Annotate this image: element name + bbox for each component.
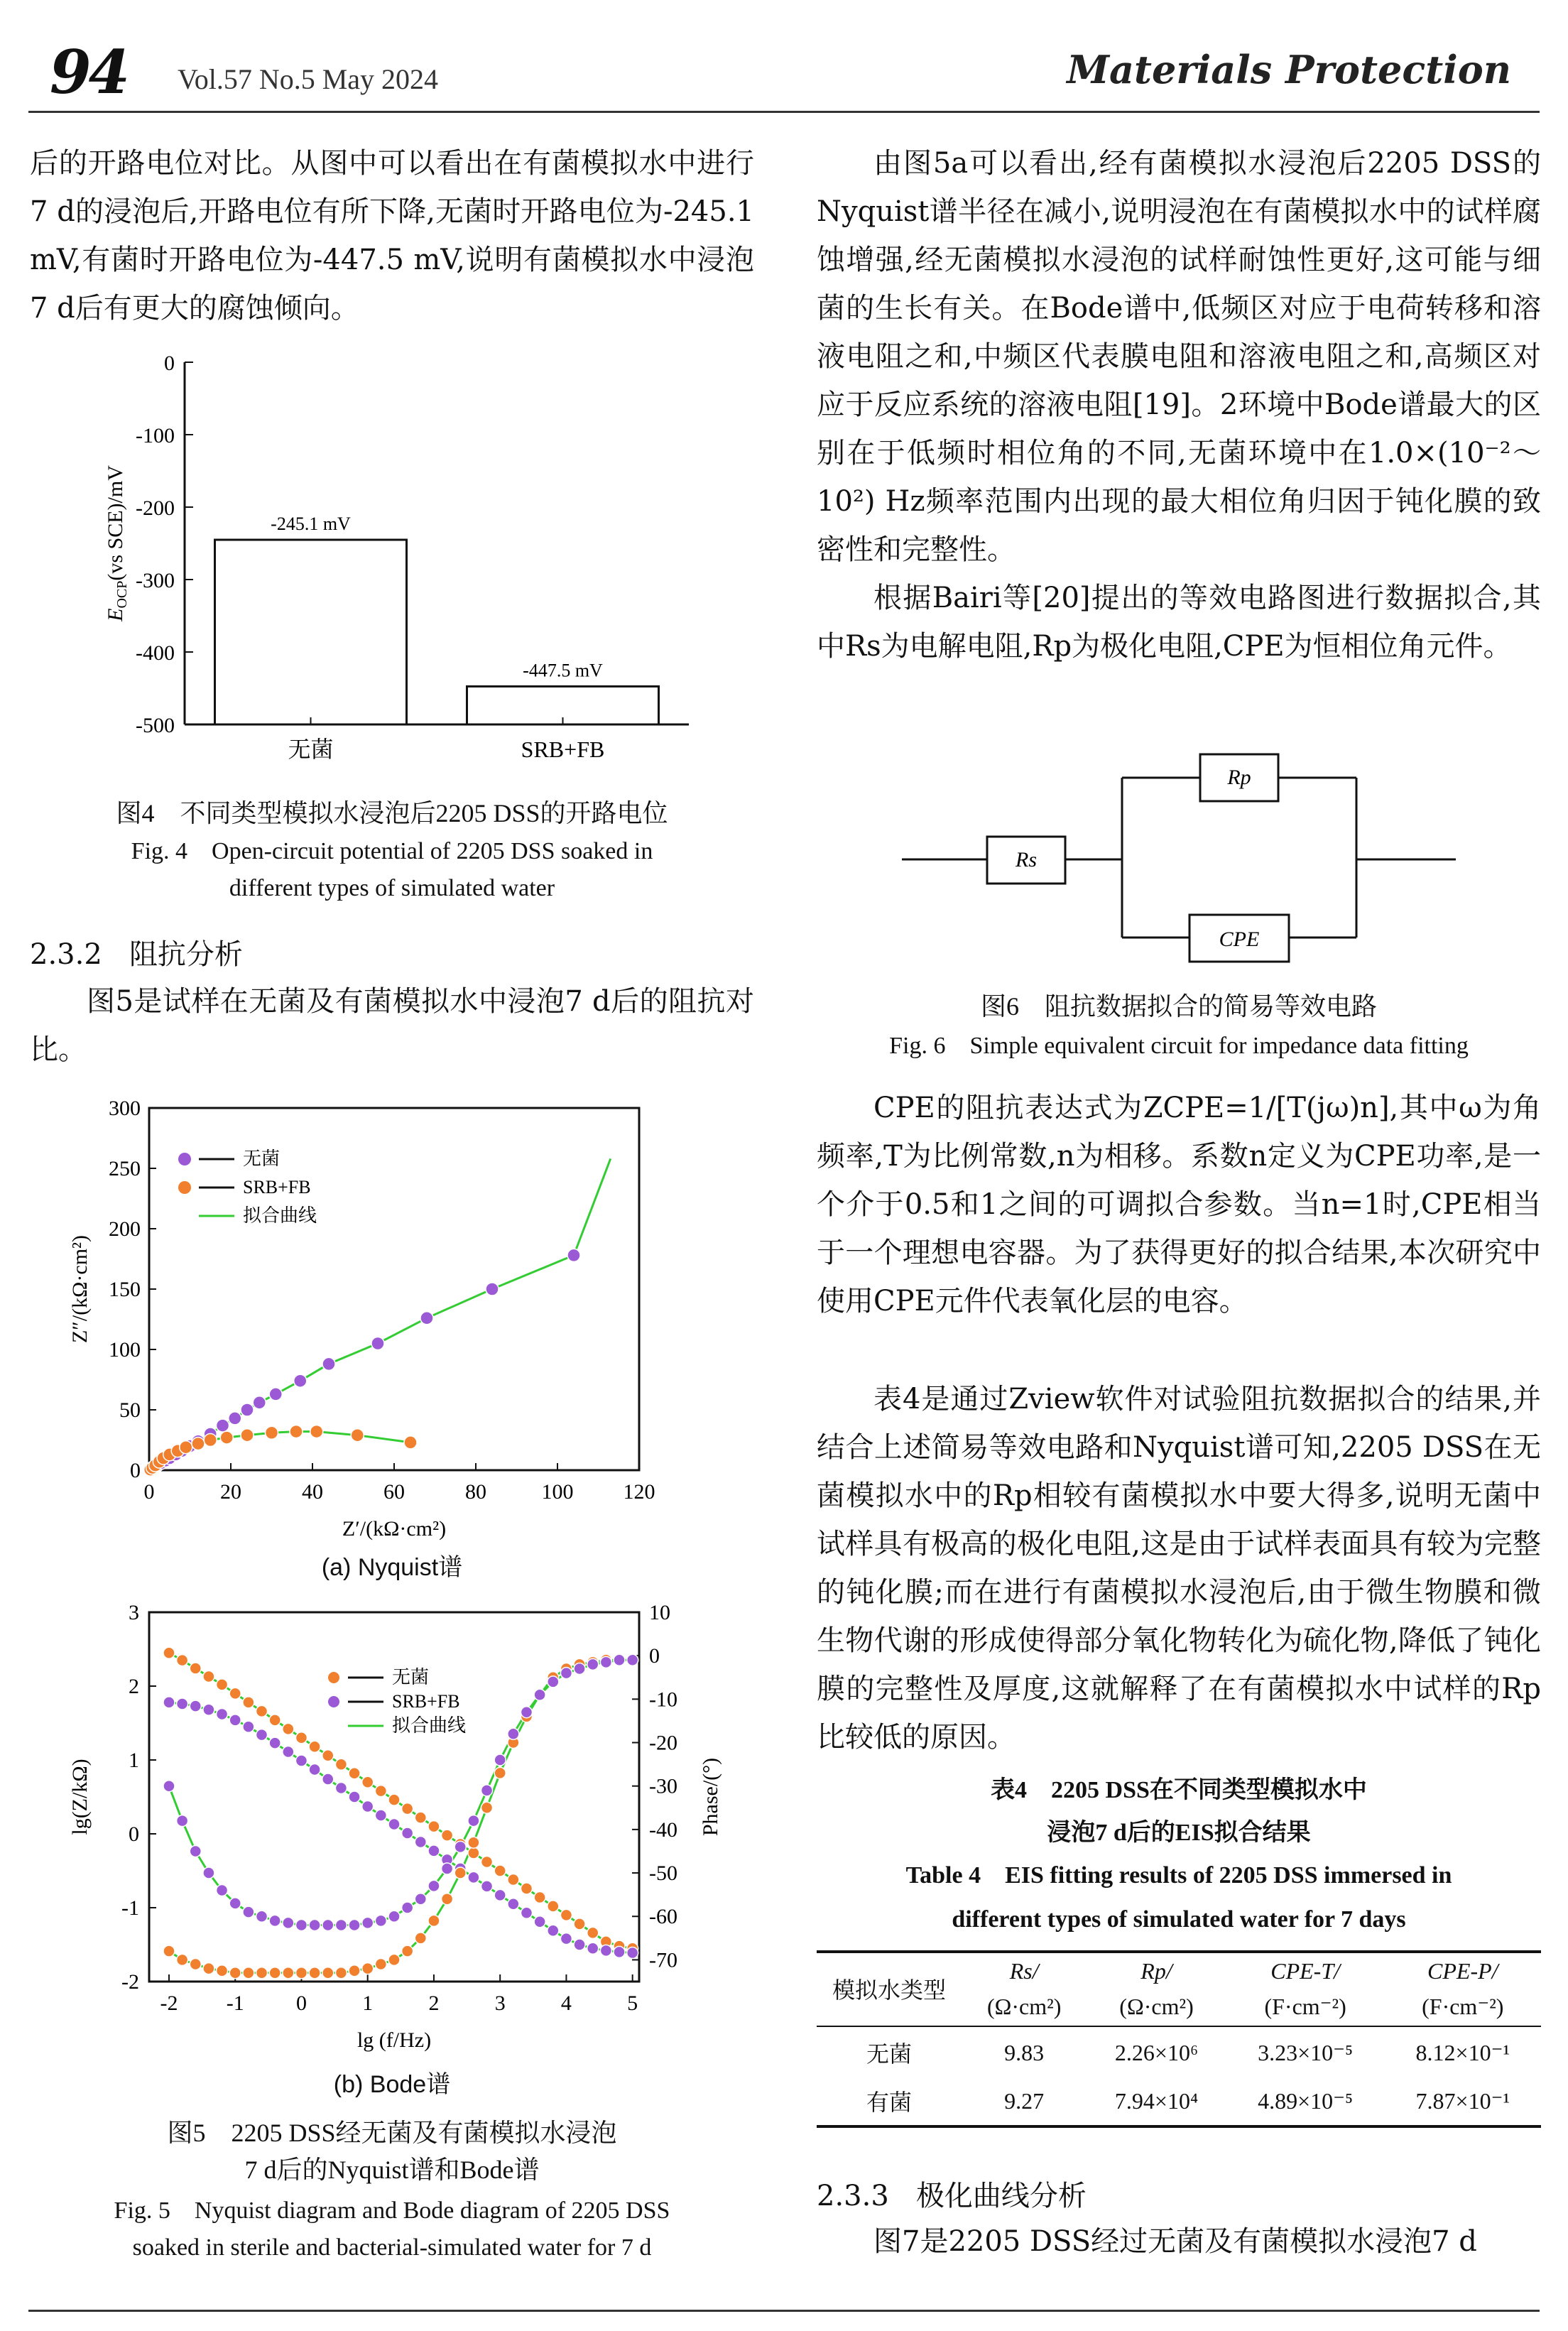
legend-label: 无菌 — [243, 1148, 281, 1169]
data-point — [468, 1847, 479, 1859]
page-number: 94 — [50, 37, 127, 107]
legend-label: 拟合曲线 — [392, 1715, 467, 1736]
data-point — [217, 1419, 229, 1432]
fig5a-sublabel: (a) Nyquist谱 — [321, 1554, 463, 1581]
table4-title-cn-1: 表4 2205 DSS在不同类型模拟水中 — [991, 1777, 1367, 1803]
data-point — [627, 1947, 638, 1958]
data-point — [375, 1786, 386, 1797]
data-point — [468, 1837, 479, 1848]
data-point — [428, 1821, 440, 1832]
table-unit-cell: (F·cm⁻²) — [1422, 1994, 1504, 2019]
data-point — [481, 1857, 493, 1868]
data-point — [253, 1396, 266, 1409]
table-unit-cell: (F·cm⁻²) — [1264, 1994, 1346, 2019]
y-tick-label: 0 — [130, 1459, 141, 1482]
data-point — [309, 1741, 320, 1752]
data-point — [362, 1963, 374, 1974]
data-point — [415, 1933, 426, 1944]
y-tick-label: 0 — [129, 1822, 139, 1846]
data-point — [217, 1679, 228, 1690]
table4-title-en-2: different types of simulated water for 7 days — [952, 1906, 1406, 1933]
data-point — [229, 1715, 241, 1726]
table-cell: 2.26×10⁶ — [1114, 2039, 1199, 2065]
legend-label: SRB+FB — [392, 1691, 460, 1712]
data-point — [415, 1812, 426, 1823]
data-point — [295, 1967, 307, 1979]
x-tick-label: 20 — [220, 1480, 241, 1504]
data-point — [388, 1794, 400, 1805]
y-tick-label: -500 — [136, 714, 175, 737]
data-point — [295, 1755, 307, 1766]
data-point — [243, 1697, 254, 1708]
data-point — [335, 1967, 347, 1979]
fig5a-plot-area — [68, 1097, 655, 1541]
data-point — [600, 1945, 611, 1956]
x-tick-label: 无菌 — [288, 737, 334, 762]
fig4-caption-en-2: different types of simulated water — [229, 875, 555, 901]
legend-marker — [328, 1672, 339, 1683]
y2-tick-label: -30 — [649, 1774, 677, 1798]
data-point — [614, 1654, 625, 1666]
data-point — [349, 1919, 360, 1930]
table-header-cell: Rs/ — [1009, 1957, 1039, 1984]
data-point — [428, 1845, 440, 1857]
table-cell: 9.27 — [1004, 2087, 1045, 2114]
data-point — [349, 1791, 360, 1803]
data-point — [229, 1898, 241, 1909]
fig6-caption-en: Fig. 6 Simple equivalent circuit for impedance data fitting — [889, 1033, 1469, 1059]
data-point — [534, 1891, 545, 1903]
data-point — [269, 1967, 281, 1979]
fig5b-sublabel: (b) Bode谱 — [333, 2071, 451, 2098]
y-axis-label: lg(Z/kΩ) — [68, 1759, 92, 1835]
data-point — [420, 1312, 433, 1325]
y2-tick-label: -20 — [649, 1731, 677, 1755]
data-point — [177, 1954, 188, 1965]
data-point — [322, 1357, 335, 1370]
y-tick-label: 200 — [109, 1217, 141, 1241]
journal-title: Materials Protection — [1067, 47, 1511, 92]
x-tick-label: -2 — [160, 1992, 178, 2015]
data-point — [349, 1965, 360, 1977]
data-point — [587, 1927, 599, 1938]
data-point — [192, 1438, 205, 1450]
y-tick-label: -300 — [136, 569, 175, 592]
header-rule — [28, 111, 1540, 113]
fig5-caption-cn-2: 7 d后的Nyquist谱和Bode谱 — [244, 2156, 540, 2184]
x-tick-label: -1 — [226, 1992, 244, 2015]
data-point — [269, 1915, 281, 1926]
data-point — [203, 1670, 214, 1682]
x-tick-label: 1 — [362, 1992, 374, 2015]
data-point — [560, 1909, 572, 1920]
data-point — [468, 1815, 479, 1827]
data-point — [508, 1898, 519, 1910]
x-tick-label: 60 — [383, 1480, 405, 1504]
data-point — [322, 1773, 334, 1785]
table-unit-cell: (Ω·cm²) — [986, 1993, 1062, 2019]
right-paragraph-1: 由图5a可以看出,经有菌模拟水浸泡后2205 DSS的Nyquist谱半径在减小,说明浸泡在有菌模拟水中的试样腐蚀增强,经无菌模拟水浸泡的试样耐蚀性更好,这可能与细菌的生长有关。在Bode谱中,低频区对应于电荷转移和溶液电阻之和,中频区代表膜电阻和溶液电阻之和,高频区对应于反应系统的溶液电阻[19]。2环境中Bode谱最大的区别在于低频时相位角的不同,无菌环境中在1.0×(10⁻²～10²) Hz频率范围内出现的最大相位角归因于钝化膜的致密性和完整性。 — [817, 147, 1541, 566]
table4-title-cn-2: 浸泡7 d后的EIS拟合结果 — [1047, 1820, 1311, 1846]
data-point — [241, 1429, 254, 1442]
data-point — [256, 1967, 268, 1979]
table-cell: 8.12×10⁻¹ — [1415, 2040, 1510, 2065]
y2-tick-label: -40 — [649, 1817, 677, 1842]
data-point — [309, 1967, 320, 1979]
data-point — [229, 1967, 241, 1979]
rp-label: Rp — [1227, 766, 1251, 789]
data-point — [283, 1746, 294, 1758]
data-point — [217, 1709, 228, 1720]
data-point — [402, 1945, 413, 1957]
table-bottom-rule — [817, 2125, 1541, 2128]
data-point — [229, 1412, 241, 1425]
data-point — [283, 1967, 294, 1979]
table-cell: 7.94×10⁴ — [1114, 2087, 1199, 2114]
y-tick-label: -1 — [121, 1896, 139, 1920]
data-point — [534, 1689, 545, 1700]
legend-label: 拟合曲线 — [243, 1205, 317, 1226]
data-point — [442, 1893, 453, 1905]
data-point — [402, 1827, 413, 1839]
data-point — [309, 1764, 320, 1776]
data-point — [217, 1885, 228, 1896]
data-point — [494, 1767, 506, 1778]
fig5b-bode-chart — [57, 1598, 739, 2067]
data-point — [243, 1721, 254, 1732]
data-point — [190, 1959, 201, 1970]
data-label: -447.5 mV — [523, 660, 603, 681]
data-point — [375, 1810, 386, 1821]
data-point — [508, 1728, 519, 1739]
data-point — [548, 1676, 559, 1688]
data-point — [494, 1865, 506, 1876]
y-axis-label: $E_{OCP}(vs$ SCE)/mV — [104, 465, 130, 621]
y-tick-label: 100 — [109, 1338, 141, 1362]
data-point — [203, 1867, 214, 1879]
data-point — [548, 1925, 559, 1936]
y-tick-label: -200 — [136, 496, 175, 520]
data-point — [375, 1959, 386, 1970]
data-point — [481, 1785, 493, 1796]
x-tick-label: 5 — [627, 1992, 638, 2015]
data-point — [574, 1939, 585, 1950]
data-point — [269, 1737, 281, 1749]
data-point — [229, 1688, 241, 1699]
data-point — [534, 1916, 545, 1928]
data-point — [322, 1967, 334, 1979]
y2-tick-label: -10 — [649, 1688, 677, 1712]
data-point — [371, 1337, 384, 1350]
data-point — [335, 1783, 347, 1794]
data-point — [486, 1283, 499, 1295]
data-point — [388, 1954, 400, 1965]
data-point — [614, 1946, 625, 1957]
fig5-caption-cn-1: 图5 2205 DSS经无菌及有菌模拟水浸泡 — [167, 2119, 617, 2147]
data-point — [508, 1874, 519, 1885]
y-tick-label: 50 — [119, 1398, 141, 1422]
fig5b-plot-area — [68, 1601, 722, 2052]
data-point — [388, 1911, 400, 1922]
table-header-cell: CPE-T/ — [1270, 1957, 1341, 1984]
data-point — [177, 1655, 188, 1666]
data-point — [388, 1818, 400, 1830]
data-point — [415, 1893, 426, 1905]
x-tick-label: 2 — [428, 1992, 440, 2015]
y2-axis-label: Phase/(°) — [699, 1757, 722, 1837]
section-2-3-2-heading — [30, 932, 243, 972]
data-point — [295, 1732, 307, 1744]
data-point — [310, 1425, 323, 1438]
y2-tick-label: -70 — [649, 1948, 677, 1972]
data-point — [335, 1759, 347, 1770]
section-2-3-3-paragraph: 图7是2205 DSS经过无菌及有菌模拟水浸泡7 d — [873, 2225, 1477, 2258]
table-unit-cell: (Ω·cm²) — [1119, 1993, 1194, 2019]
x-tick-label: 0 — [143, 1480, 155, 1504]
table-cell: 无菌 — [866, 2041, 912, 2067]
data-point — [404, 1436, 417, 1449]
fig4-caption-en-1: Fig. 4 Open-circuit potential of 2205 DSS soaked in — [131, 838, 653, 864]
fig5-caption-en-1: Fig. 5 Nyquist diagram and Bode diagram of 2205 DSS — [114, 2197, 670, 2224]
data-point — [220, 1431, 233, 1444]
x-tick-label: 40 — [302, 1480, 323, 1504]
data-point — [454, 1867, 466, 1879]
legend-marker — [178, 1153, 191, 1166]
data-point — [351, 1429, 364, 1442]
data-point — [521, 1707, 532, 1718]
data-point — [574, 1918, 585, 1930]
data-point — [481, 1802, 493, 1813]
x-axis-label: Z′/(kΩ·cm²) — [342, 1517, 447, 1541]
table-header-cell: CPE-P/ — [1427, 1957, 1498, 1984]
fig4-plot-area — [104, 352, 689, 762]
table-row — [817, 2077, 1541, 2125]
data-point — [567, 1249, 580, 1261]
x-tick-label: SRB+FB — [521, 737, 605, 762]
rs-label: Rs — [1016, 848, 1037, 871]
table-cell: 4.89×10⁻⁵ — [1258, 2088, 1354, 2114]
data-point — [295, 1919, 307, 1930]
right-paragraph-3: CPE的阻抗表达式为ZCPE=1/[T(jω)n],其中ω为角频率,T为比例常数,n为相移。系数n定义为CPE功率,是一个介于0.5和1之间的可调拟合参数。当n=1时,CPE相当于一个理想电容器。为了获得更好的拟合结果,本次研究中使用CPE元件代表氧化层的电容。 — [817, 1092, 1541, 1317]
footer-rule — [28, 2310, 1540, 2312]
data-point — [494, 1889, 506, 1901]
data-point — [309, 1919, 320, 1930]
journal-volume: Vol.57 No.5 May 2024 — [178, 63, 439, 95]
data-point — [600, 1656, 611, 1668]
table-row — [817, 2028, 1541, 2077]
y-tick-label: -100 — [136, 424, 175, 447]
y-tick-label: 3 — [129, 1601, 139, 1624]
y-tick-label: -2 — [121, 1970, 139, 1994]
data-point — [428, 1915, 440, 1926]
section-number: 2.3.3 — [817, 2180, 889, 2212]
y2-tick-label: 0 — [649, 1644, 660, 1668]
data-point — [521, 1907, 532, 1918]
y2-tick-label: 10 — [649, 1601, 670, 1624]
table4-grid — [817, 1953, 1541, 2125]
data-point — [217, 1965, 228, 1977]
y-tick-label: 250 — [109, 1157, 141, 1180]
data-point — [627, 1654, 638, 1666]
data-point — [322, 1919, 334, 1930]
legend-label: SRB+FB — [243, 1177, 311, 1197]
data-point — [402, 1803, 413, 1815]
x-tick-label: 0 — [295, 1992, 307, 2015]
data-label: -245.1 mV — [271, 514, 351, 535]
y-tick-label: 0 — [164, 352, 175, 375]
data-point — [494, 1754, 506, 1766]
data-point — [203, 1963, 214, 1974]
data-point — [190, 1845, 201, 1857]
data-point — [243, 1967, 254, 1979]
fig4-bar-chart — [43, 341, 753, 795]
data-point — [190, 1663, 201, 1674]
y-tick-label: 1 — [129, 1749, 139, 1772]
data-point — [560, 1933, 572, 1945]
data-point — [256, 1729, 268, 1741]
data-point — [322, 1750, 334, 1761]
data-point — [163, 1945, 175, 1957]
data-point — [362, 1776, 374, 1788]
data-point — [241, 1403, 254, 1416]
fig5-caption-en-2: soaked in sterile and bacterial-simulated water for 7 d — [132, 2234, 652, 2261]
data-point — [468, 1871, 479, 1883]
left-intro-paragraph: 后的开路电位对比。从图中可以看出在有菌模拟水中进行7 d的浸泡后,开路电位有所下降,无菌时开路电位为-245.1 mV,有菌时开路电位为-447.5 mV,说明有菌模拟水中浸泡7 d后有更大的腐蚀倾向。 — [30, 147, 754, 325]
data-point — [203, 1704, 214, 1715]
table-cell: 3.23×10⁻⁵ — [1258, 2040, 1354, 2065]
data-point — [402, 1902, 413, 1913]
data-point — [190, 1700, 201, 1712]
data-point — [163, 1697, 175, 1708]
data-point — [587, 1942, 599, 1954]
plot-frame — [149, 1108, 639, 1470]
right-paragraph-2: 根据Bairi等[20]提出的等效电路图进行数据拟合,其中Rs为电解电阻,Rp为极化电阻,CPE为恒相位角元件。 — [817, 582, 1541, 663]
y-tick-label: 300 — [109, 1097, 141, 1120]
section-2-3-3-heading — [817, 2173, 1087, 2214]
data-point — [294, 1374, 307, 1387]
data-point — [163, 1781, 175, 1792]
data-point — [349, 1768, 360, 1779]
data-point — [256, 1911, 268, 1922]
data-point — [243, 1906, 254, 1918]
data-point — [290, 1425, 303, 1438]
data-point — [283, 1917, 294, 1928]
legend-marker — [328, 1696, 339, 1707]
table-cell: 有菌 — [866, 2090, 912, 2115]
y-tick-label: 150 — [109, 1278, 141, 1301]
fig5a-nyquist-chart — [57, 1087, 717, 1584]
y-axis-label: Z″/(kΩ·cm²) — [68, 1234, 92, 1344]
x-tick-label: 100 — [541, 1480, 574, 1504]
data-point — [521, 1883, 532, 1894]
x-tick-label: 3 — [494, 1992, 506, 2015]
table4-title-en-1: Table 4 EIS fitting results of 2205 DSS immersed in — [905, 1862, 1452, 1889]
table-header-cell: 模拟水类型 — [832, 1977, 946, 2003]
fig6-equivalent-circuit — [895, 746, 1477, 980]
section-title: 极化曲线分析 — [915, 2180, 1087, 2212]
y-tick-label: 2 — [129, 1675, 139, 1698]
data-point — [269, 1715, 281, 1726]
data-point — [335, 1919, 347, 1930]
data-point — [256, 1705, 268, 1717]
data-point — [560, 1668, 572, 1679]
table-header-cell: Rp/ — [1140, 1957, 1172, 1984]
y2-tick-label: -60 — [649, 1905, 677, 1929]
table-header-row — [817, 1953, 1541, 1989]
data-point — [362, 1917, 374, 1928]
fig4-caption-cn: 图4 不同类型模拟水浸泡后2205 DSS的开路电位 — [116, 799, 668, 827]
data-point — [548, 1901, 559, 1912]
data-point — [454, 1841, 466, 1852]
data-point — [163, 1647, 175, 1658]
fig6-caption-cn: 图6 阻抗数据拟合的简易等效电路 — [980, 992, 1377, 1021]
data-point — [442, 1863, 453, 1874]
data-point — [180, 1441, 192, 1454]
data-point — [375, 1915, 386, 1926]
table-cell: 9.83 — [1004, 2039, 1045, 2065]
section-title: 阻抗分析 — [129, 938, 243, 971]
table4 — [817, 1950, 1541, 2128]
x-tick-label: 80 — [465, 1480, 486, 1504]
data-point — [283, 1723, 294, 1734]
x-tick-label: 4 — [560, 1992, 572, 2015]
cpe-label: CPE — [1219, 928, 1260, 951]
data-point — [415, 1836, 426, 1847]
data-point — [428, 1880, 440, 1891]
y-tick-label: -400 — [136, 641, 175, 665]
legend-label: 无菌 — [392, 1667, 430, 1688]
y2-tick-label: -50 — [649, 1862, 677, 1886]
section-2-3-2-paragraph: 图5是试样在无菌及有菌模拟水中浸泡7 d后的阻抗对比。 — [30, 985, 754, 1066]
data-point — [269, 1388, 282, 1401]
data-point — [442, 1830, 453, 1841]
right-paragraph-4: 表4是通过Zview软件对试验阻抗数据拟合的结果,并结合上述简易等效电路和Nyquist谱可知,2205 DSS在无菌模拟水中的Rp相较有菌模拟水中要大得多,说明无菌中试样具有极高的极化电阻,这是由于试样表面具有较为完整的钝化膜;而在进行有菌模拟水浸泡后,由于微生物膜和微生物代谢的形成使得部分氧化物转化为硫化物,降低了钝化膜的完整性及厚度,这就解释了在有菌模拟水中试样的Rp比较低的原因。 — [817, 1383, 1541, 1754]
data-point — [362, 1801, 374, 1813]
data-point — [587, 1658, 599, 1670]
x-tick-label: 120 — [623, 1480, 655, 1504]
x-axis-label: lg (f/Hz) — [356, 2028, 432, 2052]
data-point — [266, 1426, 278, 1439]
table-mid-rule — [817, 2026, 1541, 2027]
data-point — [177, 1815, 188, 1827]
legend-marker — [178, 1181, 191, 1194]
data-point — [204, 1434, 217, 1447]
bar — [215, 540, 407, 724]
table-cell: 7.87×10⁻¹ — [1415, 2088, 1510, 2114]
data-point — [574, 1663, 585, 1675]
data-point — [177, 1698, 188, 1710]
data-point — [481, 1881, 493, 1892]
section-number: 2.3.2 — [30, 938, 102, 971]
